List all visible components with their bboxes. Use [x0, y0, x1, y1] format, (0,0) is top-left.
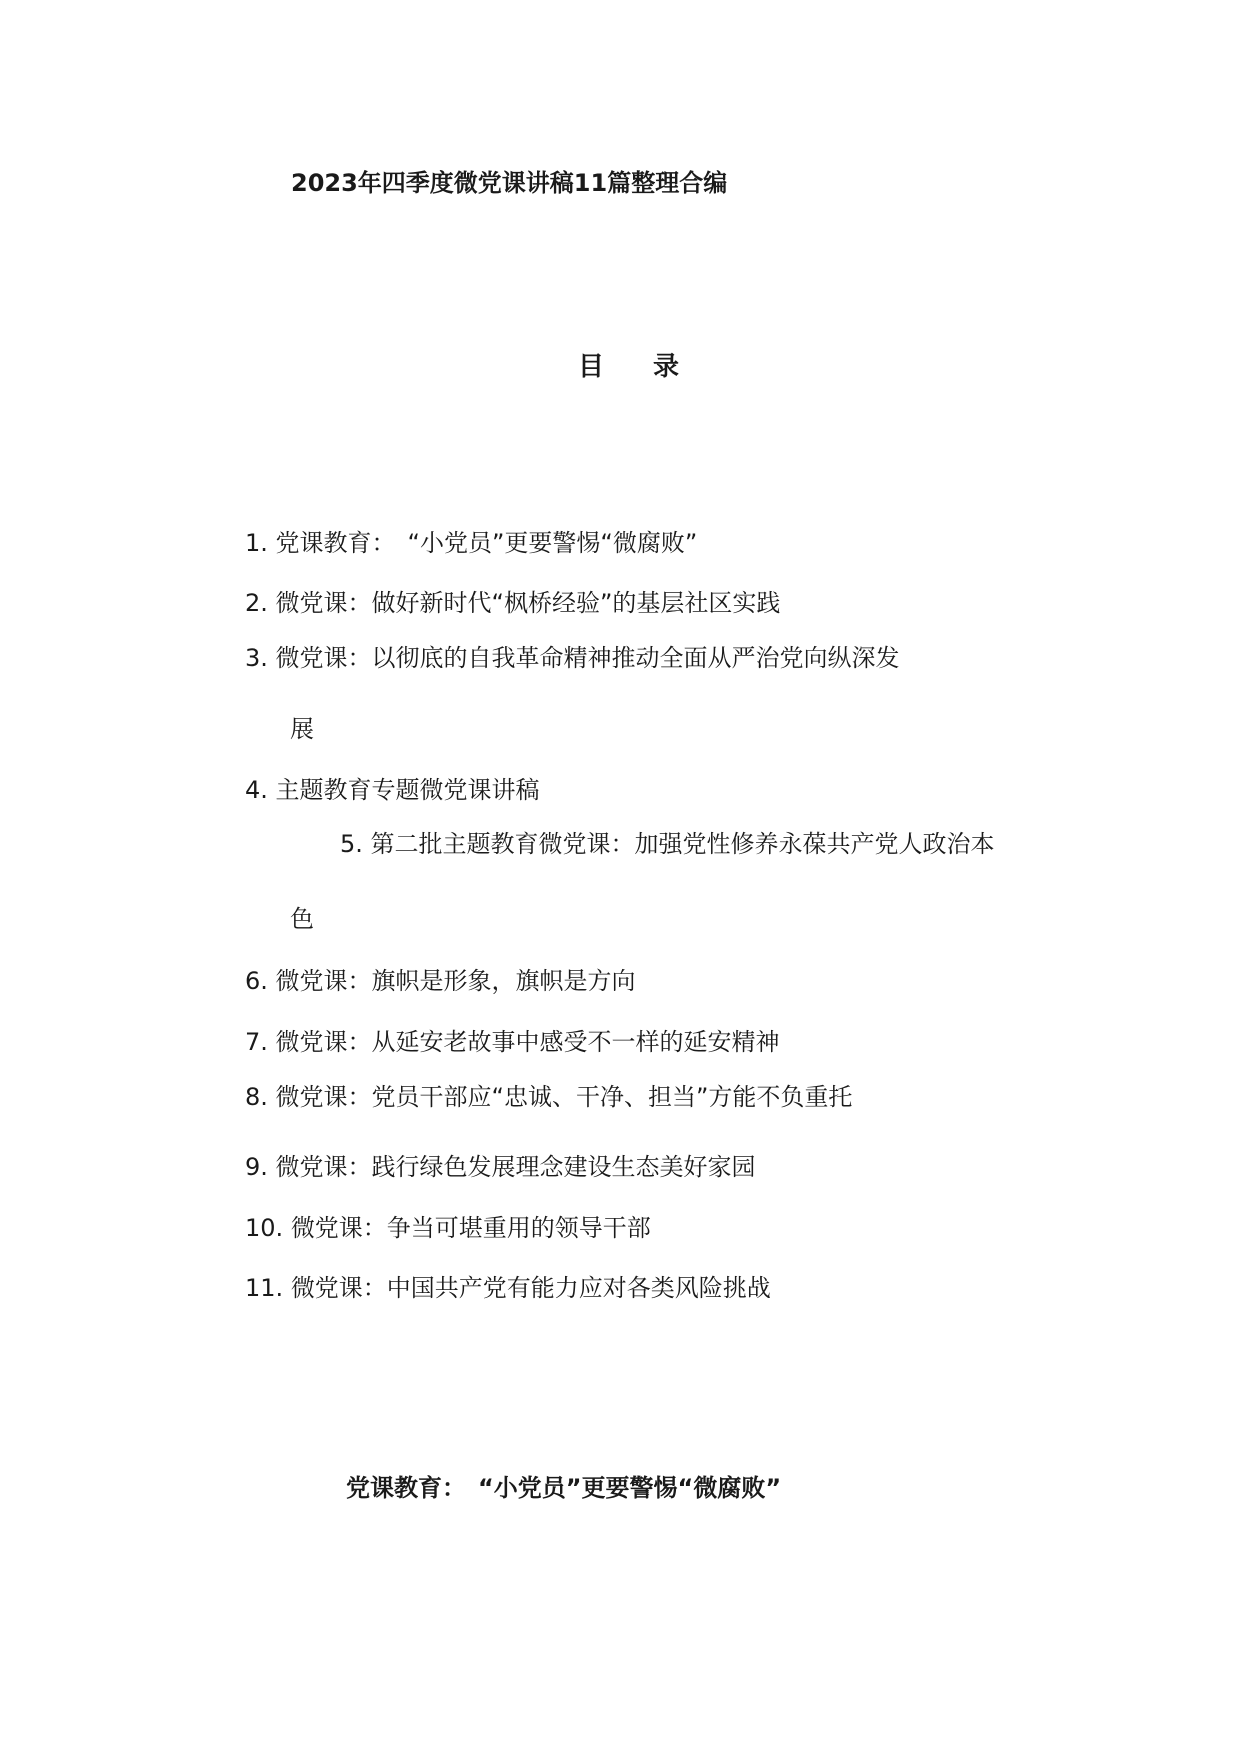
- toc-item-text: 微党课：党员干部应“忠诚、干净、担当”方能不负重托: [275, 1083, 853, 1111]
- toc-item[interactable]: [245, 775, 540, 805]
- toc-item[interactable]: [245, 1273, 771, 1303]
- toc-item-number: 2.: [245, 589, 268, 617]
- toc-item[interactable]: [245, 1213, 651, 1243]
- toc-item-number: 10.: [245, 1214, 284, 1242]
- toc-item[interactable]: [245, 1027, 780, 1057]
- toc-item-text: 微党课：旗帜是形象，旗帜是方向: [275, 967, 636, 995]
- toc-item[interactable]: [245, 1152, 756, 1182]
- toc-item-text: 微党课：争当可堪重用的领导干部: [290, 1214, 651, 1242]
- toc-item-text: 主题教育专题微党课讲稿: [275, 776, 540, 804]
- toc-item[interactable]: [340, 829, 995, 859]
- toc-item[interactable]: [245, 588, 780, 618]
- toc-item-text: 微党课：从延安老故事中感受不一样的延安精神: [275, 1028, 780, 1056]
- toc-item-text: 党课教育： “小党员”更要警惕“微腐败”: [275, 529, 698, 557]
- toc-item-number: 8.: [245, 1083, 268, 1111]
- toc-item-text: 微党课：以彻底的自我革命精神推动全面从严治党向纵深发: [275, 644, 900, 672]
- toc-item-number: 3.: [245, 644, 268, 672]
- toc-item[interactable]: [245, 1082, 852, 1112]
- toc-item-text: 第二批主题教育微党课：加强党性修养永葆共产党人政治本: [370, 830, 995, 858]
- toc-item-text: 微党课：中国共产党有能力应对各类风险挑战: [290, 1274, 771, 1302]
- toc-item-number: 4.: [245, 776, 268, 804]
- toc-item-number: 1.: [245, 529, 268, 557]
- section-title: 党课教育： “小党员”更要警惕“微腐败”: [346, 1474, 782, 1502]
- toc-item-text: 微党课：做好新时代“枫桥经验”的基层社区实践: [275, 589, 781, 617]
- toc-item[interactable]: [245, 643, 900, 673]
- toc-item-text: 微党课：践行绿色发展理念建设生态美好家园: [275, 1153, 756, 1181]
- toc-item-number: 6.: [245, 967, 268, 995]
- document-title: 2023年四季度微党课讲稿11篇整理合编: [291, 169, 728, 197]
- toc-item-number: 7.: [245, 1028, 268, 1056]
- toc-item-continuation: 展: [290, 715, 314, 743]
- toc-item-continuation: 色: [290, 905, 314, 933]
- toc-item-number: 11.: [245, 1274, 284, 1302]
- toc-item-number: 9.: [245, 1153, 268, 1181]
- toc-item[interactable]: [245, 528, 697, 558]
- toc-item[interactable]: [245, 966, 636, 996]
- toc-item-number: 5.: [340, 830, 363, 858]
- toc-heading: 目 录: [578, 352, 700, 382]
